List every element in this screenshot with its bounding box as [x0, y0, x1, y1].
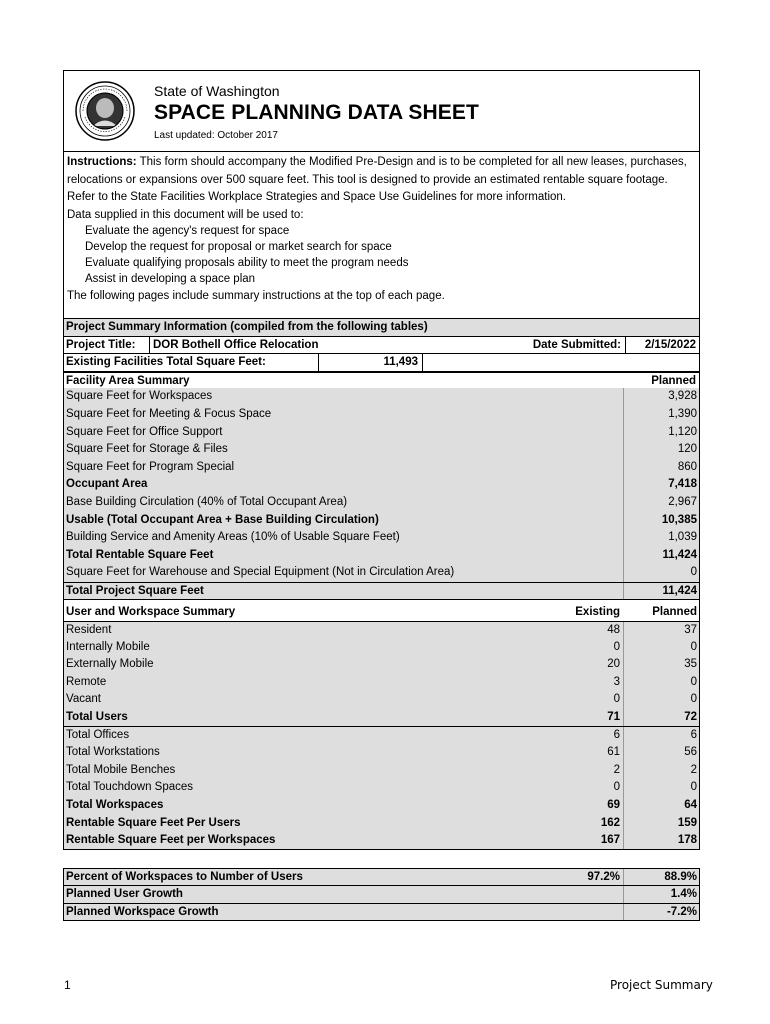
table-row: Square Feet for Workspaces 3,928 [63, 388, 700, 406]
table-row: Rentable Square Feet per Workspaces 167 178 [63, 832, 700, 850]
date-submitted-value: 2/15/2022 [644, 338, 696, 351]
following-pages-note: The following pages include summary instructions at the top of each page. [67, 289, 445, 302]
sheet-title: SPACE PLANNING DATA SHEET [154, 101, 479, 124]
table-row: Externally Mobile 20 35 [63, 656, 700, 674]
instructions-paragraph [67, 154, 696, 207]
table-row: Square Feet for Meeting & Focus Space 1,390 [63, 406, 700, 424]
table-row: Square Feet for Office Support 1,120 [63, 424, 700, 442]
data-intro: Data supplied in this document will be used to: [67, 208, 304, 221]
table-row: Planned Workspace Growth -7.2% [63, 903, 700, 921]
table-row: Total Rentable Square Feet 11,424 [63, 547, 700, 565]
data-use-item: Evaluate qualifying proposals ability to meet the program needs [85, 256, 409, 269]
table-row: Occupant Area 7,418 [63, 476, 700, 494]
user-rows [63, 621, 700, 850]
facility-rows [63, 388, 700, 599]
data-use-item: Evaluate the agency's request for space [85, 225, 290, 238]
table-row: Total Mobile Benches 2 2 [63, 762, 700, 780]
users-existing-header: Existing [575, 605, 620, 618]
table-row: Square Feet for Storage & Files 120 [63, 441, 700, 459]
table-row: Internally Mobile 0 0 [63, 639, 700, 657]
data-use-item: Assist in developing a space plan [85, 272, 256, 285]
footer-label: Project Summary [610, 978, 713, 992]
instructions-lead: Instructions: [67, 156, 137, 168]
table-row: Usable (Total Occupant Area + Base Building Circulation) 10,385 [63, 512, 700, 530]
sheet-header [63, 70, 700, 152]
table-row: Total Workspaces 69 64 [63, 797, 700, 815]
state-seal-icon [75, 81, 135, 141]
table-row: Total Project Square Feet 11,424 [63, 582, 700, 600]
table-row: Total Offices 6 6 [63, 727, 700, 745]
table-row: Square Feet for Warehouse and Special Equipment (Not in Circulation Area) 0 [63, 564, 700, 582]
data-uses-list [67, 224, 696, 287]
table-row: Resident 48 37 [63, 621, 700, 639]
growth-rows [63, 868, 700, 921]
project-title-row [63, 336, 700, 354]
date-submitted-label: Date Submitted: [513, 337, 626, 354]
existing-facilities-value: 11,493 [319, 354, 423, 371]
table-row: Remote 3 0 [63, 674, 700, 692]
user-summary-heading: User and Workspace Summary Existing Planned [63, 604, 700, 622]
project-title-label: Project Title: [64, 337, 150, 354]
table-row: Planned User Growth 1.4% [63, 885, 700, 903]
existing-facilities-label: Existing Facilities Total Square Feet: [64, 354, 319, 371]
last-updated: Last updated: October 2017 [154, 130, 278, 141]
table-row: Total Touchdown Spaces 0 0 [63, 779, 700, 797]
space-planning-sheet [63, 70, 700, 921]
facility-planned-header: Planned [651, 374, 696, 387]
project-summary-heading: Project Summary Information (compiled from the following tables) [63, 318, 700, 336]
table-row: Rentable Square Feet Per Users 162 159 [63, 815, 700, 833]
data-use-item: Develop the request for proposal or market search for space [85, 241, 392, 254]
table-row: Building Service and Amenity Areas (10% of Usable Square Feet) 1,039 [63, 529, 700, 547]
table-row: Total Users 71 72 [63, 709, 700, 727]
table-row: Base Building Circulation (40% of Total Occupant Area) 2,967 [63, 494, 700, 512]
table-row: Square Feet for Program Special 860 [63, 459, 700, 477]
table-row: Vacant 0 0 [63, 691, 700, 709]
table-row: Percent of Workspaces to Number of Users 97.2% 88.9% [63, 868, 700, 886]
page-number: 1 [64, 978, 71, 992]
users-planned-header: Planned [652, 605, 697, 618]
instructions-block [63, 152, 700, 318]
instructions-text: This form should accompany the Modified Pre-Design and is to be completed for all new leases, purchases, relocations or expansions over 500 square feet. This tool is designed to provide an estimated rentable square footage. Refer to the State Facilities Workplace Strategies and Space Use Guidelines for more information. [67, 156, 687, 204]
project-title-value: DOR Bothell Office Relocation [153, 338, 319, 351]
table-row: Total Workstations 61 56 [63, 744, 700, 762]
existing-facilities-row [63, 353, 700, 371]
state-name: State of Washington [154, 83, 280, 99]
facility-summary-heading: Facility Area Summary Planned [63, 371, 700, 389]
